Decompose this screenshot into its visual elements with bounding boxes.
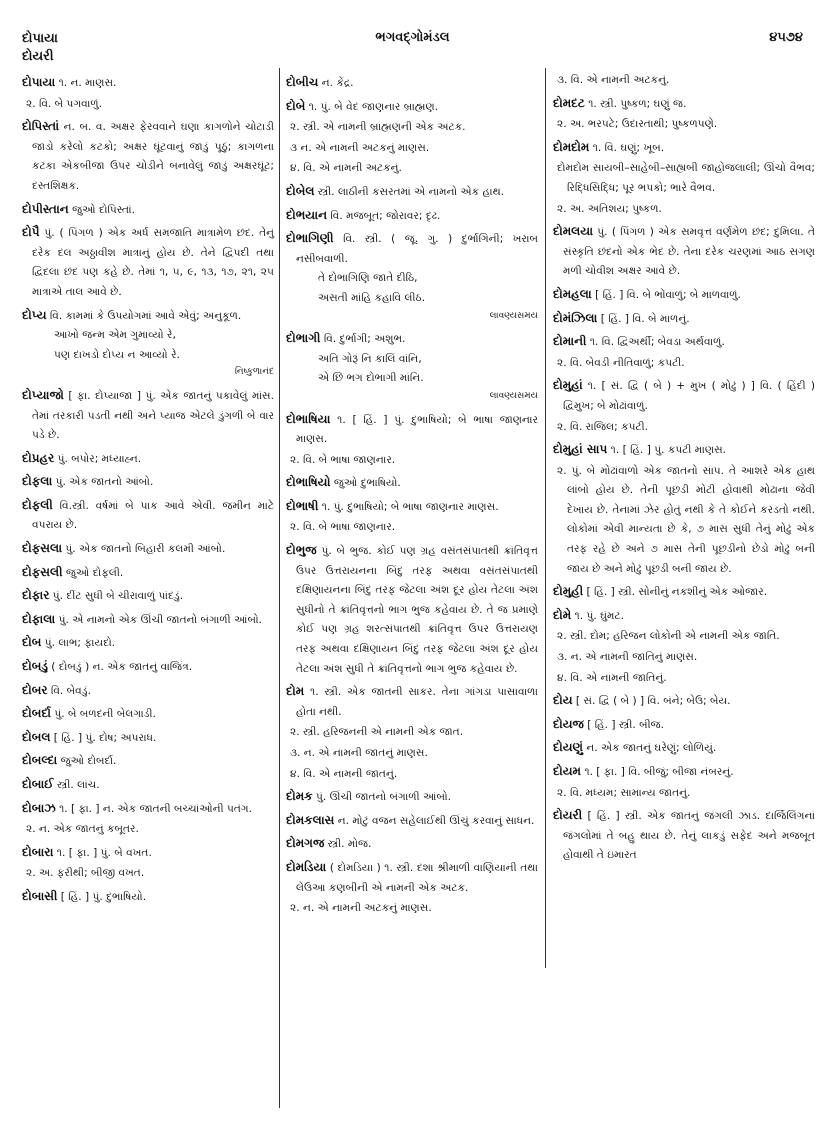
dictionary-entry — [286, 329, 538, 350]
dictionary-entry — [22, 728, 274, 749]
definition: પું. એક જાતનો આંબો. — [52, 476, 154, 489]
headword: દોમાની — [553, 334, 587, 349]
sub-sense: ૨. વિ. બે ભાષા જાણનાર. — [290, 521, 396, 534]
headword: દોમદટ — [553, 95, 585, 110]
headword: દોમુહી — [553, 584, 584, 599]
definition: ૧. પું. દુભાષિયો; બે ભાષા જાણનાર માણસ. — [318, 500, 499, 513]
headword: દોબારા — [22, 844, 54, 859]
headword: દોફાલા — [22, 611, 56, 626]
definition: વિ. દુર્ભાગી; અશુભ. — [320, 333, 406, 346]
definition: ન. કેંદ્ર. — [318, 77, 354, 89]
headword: દોભાગિણી — [286, 231, 334, 246]
definition: સ્ત્રી. લાઠીની કસરતમાં એ નામનો એક હાથ. — [314, 185, 505, 198]
sub-sense: ૨. સ્ત્રી. હરિજનની એ નામની એક જાત. — [290, 726, 464, 739]
definition: ન. બ. વ. અક્ષર ફેરવવાને ઘણા કાગળોને ચોટાડી જાડો કરેલો કટકો; અક્ષર ઘૂંટવાનું જાડું પૂઠું; કાગળના કટકા એકબીજા ઉપર ચોડીને બનાવેલું જાડું અક્ષરઘૂંટ; દસ્તશિક્ષક. — [32, 121, 274, 192]
guide-word-first: દોપાયા — [22, 31, 58, 46]
definition: [ હિં. ] સ્ત્રી. સોનીનું નકશીનું એક ઓજાર. — [583, 586, 768, 599]
definition: ૧. [ ફા. ] ન. એક જાતની બચ્ચાંઓની પતંગ. — [55, 802, 252, 815]
dictionary-entry — [22, 887, 274, 908]
headword: દોભાષી — [286, 498, 319, 513]
sub-sense: ૨. વિ. રાજિલ; કપટી. — [557, 420, 649, 433]
headword: દોબ — [22, 635, 42, 650]
definition: વિ. કામમાં કે ઉપયોગમાં આવે એવું; અનુકૂળ. — [46, 309, 242, 322]
dictionary-entry — [22, 73, 274, 94]
sub-sense: ૩. ન. એ નામની જાતિનું માણસ. — [557, 651, 698, 664]
dictionary-entry — [553, 332, 815, 353]
sub-sense: ૩ ન. એ નામની અટકનું માણસ. — [290, 141, 430, 154]
dictionary-entry — [286, 473, 538, 494]
headword: દોબલ — [22, 729, 51, 744]
dictionary-entry — [553, 582, 815, 603]
dictionary-entry — [286, 541, 538, 679]
definition: જુઓ દોપિસ્તાં. — [68, 203, 136, 216]
definition: પું. લાભ; ફાયદો. — [41, 637, 116, 650]
headword: દોપાયા — [22, 75, 56, 89]
dictionary-entry — [22, 586, 274, 607]
headword: દોપિસ્તાં — [22, 119, 60, 134]
headword: દોફસલા — [22, 541, 63, 556]
headword: દોમગજ — [286, 836, 325, 851]
definition: પું. ( પિંગળ ) એક સમવૃત્ત વર્ણમેળ છંદ; દુમિલા. તે સંસ્કૃતિ છંદનો એક ભેદ છે. તેના દરેક ચરણમાં આઠ સગણ મળી ચોવીશ અક્ષર આવે છે. — [563, 226, 815, 278]
definition: ૧. સ્ત્રી. પુષ્કળ; ઘણું જ. — [584, 97, 687, 110]
headword: દોબે — [286, 98, 306, 113]
definition: વિ.સ્ત્રી. વર્ષમાં બે પાક આવે એવી. જમીન માટે વપરાય છે. — [32, 499, 274, 532]
quotation-attribution: લાવણ્યસમય — [489, 390, 538, 401]
headword: દોયણું — [553, 740, 584, 755]
headword: દોભાગી — [286, 331, 321, 346]
headword: દોપ્ય — [22, 307, 47, 322]
headword: દોબેલ — [286, 183, 315, 198]
dictionary-entry — [553, 738, 815, 759]
headword: દોમ — [286, 684, 305, 699]
headword: દોબર્દા — [22, 706, 51, 721]
column-3 — [553, 70, 815, 866]
definition: સ્ત્રી. મોજ. — [324, 838, 372, 851]
dictionary-entry — [22, 449, 274, 470]
dictionary-entry — [286, 682, 538, 722]
headword: દોબાઈ — [22, 777, 54, 791]
quotation-verse: પણ દાખડો દોપ્ય ન આવ્યો રે. — [54, 348, 180, 361]
sub-sense: ૨. અ. ફરીથી; બીજી વખત. — [26, 867, 145, 880]
headword: દોફલી — [22, 497, 53, 512]
quotation-verse: એ છિ ભગ દોભાગી માંનિ. — [318, 372, 424, 385]
dictionary-entry — [22, 751, 274, 772]
guide-word-last: દોયરી — [22, 49, 54, 64]
headword: દોફાર — [22, 588, 50, 603]
definition: ૧. ન. માણસ. — [55, 77, 117, 89]
headword: દોભયાન — [286, 207, 328, 222]
dictionary-entry — [553, 715, 815, 736]
headword: દોમુહાં સાપ — [553, 442, 608, 457]
headword: દોપ્યાજો — [22, 387, 64, 402]
headword: દોપીસ્તાન — [22, 201, 69, 216]
definition: ન. મોટું વજન સહેલાઈથી ઊંચું કરવાનું સાધન. — [334, 814, 535, 827]
definition: [ હિં. ] સ્ત્રી. એક જાતનું જંગલી ઝાડ. દાર્જિલિંગનાં જંગલોમાં તે બહુ થાય છે. તેનું લાકડું સફેદ અને મજબૂત હોવાથી તે ઇમારત — [563, 810, 815, 862]
headword: દોપૈ — [22, 225, 40, 240]
quotation-verse: અસતી માંહિ કહાવિ લીઠ. — [318, 291, 426, 304]
headword: દોફલા — [22, 474, 53, 489]
definition: [ હિં. ] પું. દોષ; અપરાધ. — [50, 731, 157, 744]
definition: ૧. [ હિં. ] પું. દુભાષિયો; બે ભાષા જાણનાર માણસ. — [296, 413, 538, 446]
definition: [ સં. દ્વિ ( બે ) ] વિ. બંને; બેઉ; બેય. — [572, 695, 731, 708]
headword: દોબર — [22, 682, 48, 697]
sub-sense: ૨. ન. એક જાતનું કબૂતર. — [26, 823, 139, 836]
headword: દોબડું — [22, 659, 48, 674]
dictionary-entry — [553, 691, 815, 712]
sub-sense: ૪. વિ. એ નામની જાતિનું. — [557, 671, 667, 684]
dictionary-entry — [553, 309, 815, 330]
quotation-attribution: લાવણ્યસમય — [489, 310, 538, 321]
headword: દોભાષિયા — [286, 411, 331, 426]
column-divider — [279, 68, 280, 1108]
sub-sense: ૪. વિ. એ નામની અટકનું. — [290, 162, 402, 175]
dictionary-entry — [22, 633, 274, 654]
dictionary-entry — [22, 563, 274, 584]
dictionary-entry — [553, 376, 815, 416]
column-1 — [22, 70, 274, 908]
dictionary-entry — [286, 182, 538, 203]
dictionary-entry — [553, 440, 815, 461]
dictionary-entry — [286, 834, 538, 855]
dictionary-entry — [553, 94, 815, 115]
dictionary-entry — [286, 787, 538, 808]
definition: ૧. વિ. દ્વિઅર્થી; બેવડા અર્થવાળું. — [586, 336, 725, 349]
headword: દોમદોમ — [553, 139, 590, 154]
definition: ૧. [ હિં. ] પું. કપટી માણસ. — [607, 444, 727, 457]
sub-sense: દોમદોમ સાયબી–સાહેબી–સાહ્યબી જાહોજલાલી; ઊંચો વૈભવ; રિદ્ધિસિદ્ધિ; પૂર ભપકો; ભારે વૈભવ. — [557, 162, 815, 194]
definition: પું. ( પિંગળ ) એક અર્ધ સમજાતિ માત્રામેળ છંદ. તેનું દરેક દલ અઠ્ઠાવીશ માત્રાનું હોય છે. તેને દ્વિપદી તથા દ્વિદલા છંદ પણ કહે છે. તેમાં ૧, ૫, ૯, ૧૩, ૧૭, ૨૧, ૨૫ માત્રાએ તાલ આવે છે. — [32, 227, 274, 298]
dictionary-entry — [286, 497, 538, 518]
dictionary-entry — [553, 806, 815, 866]
sub-sense: ૨. સ્ત્રી. એ નામની બ્રાહ્મણની એક અટક. — [290, 121, 466, 134]
headword: દોમલયા — [553, 224, 594, 239]
headword: દોપ્રહર — [22, 450, 55, 465]
headword: દોમંઝિલા — [553, 310, 598, 325]
headword: દોબલ્દા — [22, 753, 58, 768]
column-2 — [286, 70, 538, 919]
dictionary-entry — [553, 285, 815, 306]
headword: દોમકલાસ — [286, 812, 335, 827]
headword: દોબીચ — [286, 75, 319, 89]
quotation-verse: અતિ ગોરૂં નિ કાલિં વાંનિ, — [318, 352, 422, 365]
sub-sense: ૨. વિ. મધ્યમ; સામાન્ય જાતનું. — [557, 786, 691, 799]
headword: દોયજ — [553, 716, 584, 731]
dictionary-entry — [286, 410, 538, 450]
dictionary-entry — [286, 73, 538, 94]
definition: ૧. [ ફા. ] પું. બે વખત. — [53, 846, 152, 859]
definition: ૧. [ ફા. ] વિ. બીજું; બીજા નંબરનું. — [581, 766, 734, 778]
dictionary-entry — [22, 472, 274, 493]
sub-sense: ૩. વિ. એ નામની અટકનું. — [557, 74, 670, 86]
headword: દોફસલી — [22, 564, 63, 579]
dictionary-entry — [286, 811, 538, 832]
sub-sense: ૨. ન. એ નામની અટકનું માણસ. — [290, 902, 432, 915]
definition: પું. બે બળદની બેલગાડી. — [51, 708, 156, 721]
dictionary-entry — [553, 222, 815, 282]
definition: ન. એક જાતનું ઘરેણું; લોળિયું. — [583, 742, 717, 755]
column-divider — [545, 68, 546, 968]
dictionary-entry — [22, 799, 274, 820]
dictionary-entry — [22, 704, 274, 725]
headword: દોભુજ — [286, 543, 317, 558]
sub-sense: ૨. અ. ભરપટે; ઉદારતાથી; પુષ્કળપણે. — [557, 118, 718, 131]
sub-sense: ૨. વિ. બે ભાષા જાણનાર. — [290, 453, 396, 466]
definition: ૧. [ સં. દ્વિ ( બે ) + મુખ ( મોઢું ) ] વિ. ( હિંદી ) દ્વિમુખ; બે મોઢાંવાળું. — [563, 380, 815, 412]
definition: વિ. સ્ત્રી. ( જૂ. ગુ. ) દુર્ભાગિની; ખરાબ નસીબવાળી. — [296, 233, 538, 265]
page-number: ૪૫૭૪ — [769, 30, 803, 45]
dictionary-entry — [22, 775, 274, 796]
quotation-attribution: નિષ્કુળાનંદ — [234, 367, 274, 378]
book-title: ભગવદ્ગોમંડલ — [375, 30, 450, 45]
dictionary-entry — [22, 610, 274, 631]
headword: દોબાઝ — [22, 800, 56, 815]
definition: ( દોમડિયા ) ૧. સ્ત્રી. દશા શ્રીમાળી વાણિયાની તથા લેઉઆ કણબીની એ નામની એક અટક. — [296, 861, 538, 894]
headword: દોબાસી — [22, 888, 58, 903]
definition: જુઓ દોફલી. — [62, 566, 124, 579]
sub-sense: ૨. પું. બે મોઢાંવાળો એક જાતનો સાપ. તે આશરે એક હાથ લાંબો હોય છે. તેની પૂછડી મોટી હોવાથી મોઢાના જેવી દેખાય છે. તેનામાં ઝેર હોતું નથી કે તે કોઈને કરડતો નથી. લોકોમાં એવી માન્યતા છે કે, ૭ માસ સુધી તેનું મોઢું એક તરફ રહે છે અને ૭ માસ તેની પૂછડીનો છેડો મોઢું બની જાય છે અને મોઢું પૂછડી બની જાય છે. — [557, 464, 815, 575]
dictionary-entry — [286, 858, 538, 898]
headword: દોમે — [553, 607, 572, 622]
headword: દોમહલા — [553, 286, 592, 301]
definition: વિ. મજબૂત; જોરાવર; દૃઢ. — [327, 209, 441, 222]
headword: દોભાષિયો — [286, 475, 331, 490]
definition: પું. દીંટ સુધી બે ચીરાવાળું પાંદડું. — [49, 590, 184, 603]
definition: સ્ત્રી. લાંચ. — [53, 779, 100, 791]
dictionary-entry — [553, 606, 815, 627]
dictionary-entry — [22, 306, 274, 327]
definition: [ હિં. ] વિ. બે ભોંવાળું; બે માળવાળું. — [591, 288, 741, 301]
sub-sense: ૨. અ. અતિશય; પુષ્કળ. — [557, 202, 662, 215]
definition: પું. બે ભુજ. કોઈ પણ ગ્રહ વસંતસંપાતથી ક્રાંતિવૃત્ત ઉપર ઉત્તરાયનના બિંદુ તરફ અથવા વસંતસંપાતથી દક્ષિણાયનના બિંદુ તરફ જેટલા અંશ દૂર હોય તેટલા અંશ સુધીનો તે ક્રાંતિવૃત્તનો ભાગ ભુજ કહેવાય છે. તે જ પ્રમાણે કોઈ પણ ગ્રહ શરત્સંપાતથી ક્રાંતિવૃત્ત ઉપર ઉત્તરાયણ તરફ અથવા દક્ષિણાયન બિંદુ તરફ જેટલા અંશ દૂર હોય તેટલા અંશ સુધી તે ક્રાંતિવૃત્તનો ભાગ ભુજ કહેવાય છે. — [296, 545, 538, 675]
dictionary-entry — [553, 762, 815, 783]
quotation-verse: તે દોભાગિણિ જાતે દીઠિ, — [318, 272, 418, 285]
dictionary-entry — [286, 229, 538, 269]
headword: દોમડિયા — [286, 859, 327, 874]
dictionary-entry — [22, 496, 274, 536]
dictionary-entry — [22, 386, 274, 446]
definition: પું. એ નામનો એક ઊંચી જાતનો બંગાળી આંબો. — [55, 613, 262, 626]
definition: વિ. બેવડું. — [47, 684, 91, 697]
definition: ૧. વિ. ઘણું; ખૂબ. — [589, 141, 665, 154]
definition: ૧. સ્ત્રી. એક જાતની સાકર. તેના ગાંગડા પાસાવાળા હોતા નથી. — [296, 686, 538, 718]
headword: દોયમ — [553, 764, 582, 778]
definition: [ હિં. ] પું. દુભાષિયો. — [57, 890, 147, 903]
definition: પું. એક જાતનો બિહારી કલમી આંબો. — [62, 543, 226, 556]
dictionary-entry — [286, 97, 538, 118]
definition: પું. બપોર; મધ્યાહ્ન. — [54, 452, 142, 465]
definition: જુઓ દુભાષિયો. — [330, 477, 401, 490]
dictionary-entry — [22, 117, 274, 196]
definition: પું. ઊંચી જાતનો બંગાળી આંબો. — [312, 791, 451, 804]
dictionary-entry — [22, 200, 274, 221]
headword: દોમક — [286, 789, 313, 804]
definition: ( દોબડું ) ન. એક જાતનું વાજિંત્ર. — [47, 661, 193, 674]
sub-sense: ૩. ન. એ નામની જાતનું માણસ. — [290, 747, 428, 759]
sub-sense: ૨. વિ. બેવડી નીતિવાળું; કપટી. — [557, 356, 685, 369]
headword: દોમુહાં — [553, 378, 583, 393]
sub-sense: ૨. સ્ત્રી. દોમ; હરિજન લોકોની એ નામની એક જાતિ. — [557, 630, 780, 643]
definition: [ ફા. દોપ્યાજા ] પું. એક જાતનું પકાવેલું માંસ. તેમાં તરકારી પડતી નથી અને પ્યાજ એટલે ડુંગળી બે વાર પડે છે. — [32, 389, 274, 442]
dictionary-entry — [22, 539, 274, 560]
dictionary-entry — [553, 138, 815, 159]
dictionary-entry — [22, 657, 274, 678]
definition: જુઓ દોબર્દા. — [57, 755, 117, 768]
dictionary-entry — [22, 843, 274, 864]
definition: [ હિં. ] સ્ત્રી. બીજ. — [583, 718, 665, 731]
definition: [ હિં. ] વિ. બે માળનું. — [597, 312, 690, 325]
quotation-verse: આખો જન્મ એમ ગુમાવ્યો રે, — [54, 329, 176, 342]
headword: દોયરી — [553, 808, 583, 823]
dictionary-entry — [286, 206, 538, 227]
sub-sense: ૨. વિ. બે પગવાળું. — [26, 97, 102, 110]
sub-sense: ૪. વિ. એ નામની જાતનું. — [290, 767, 398, 780]
headword: દોય — [553, 693, 573, 708]
definition: ૧. પું. બે વેદ જાણનાર બ્રાહ્મણ. — [305, 100, 439, 113]
definition: ૧. પું. ઘુંમટ. — [571, 609, 625, 622]
dictionary-entry — [22, 223, 274, 302]
dictionary-entry — [22, 681, 274, 702]
